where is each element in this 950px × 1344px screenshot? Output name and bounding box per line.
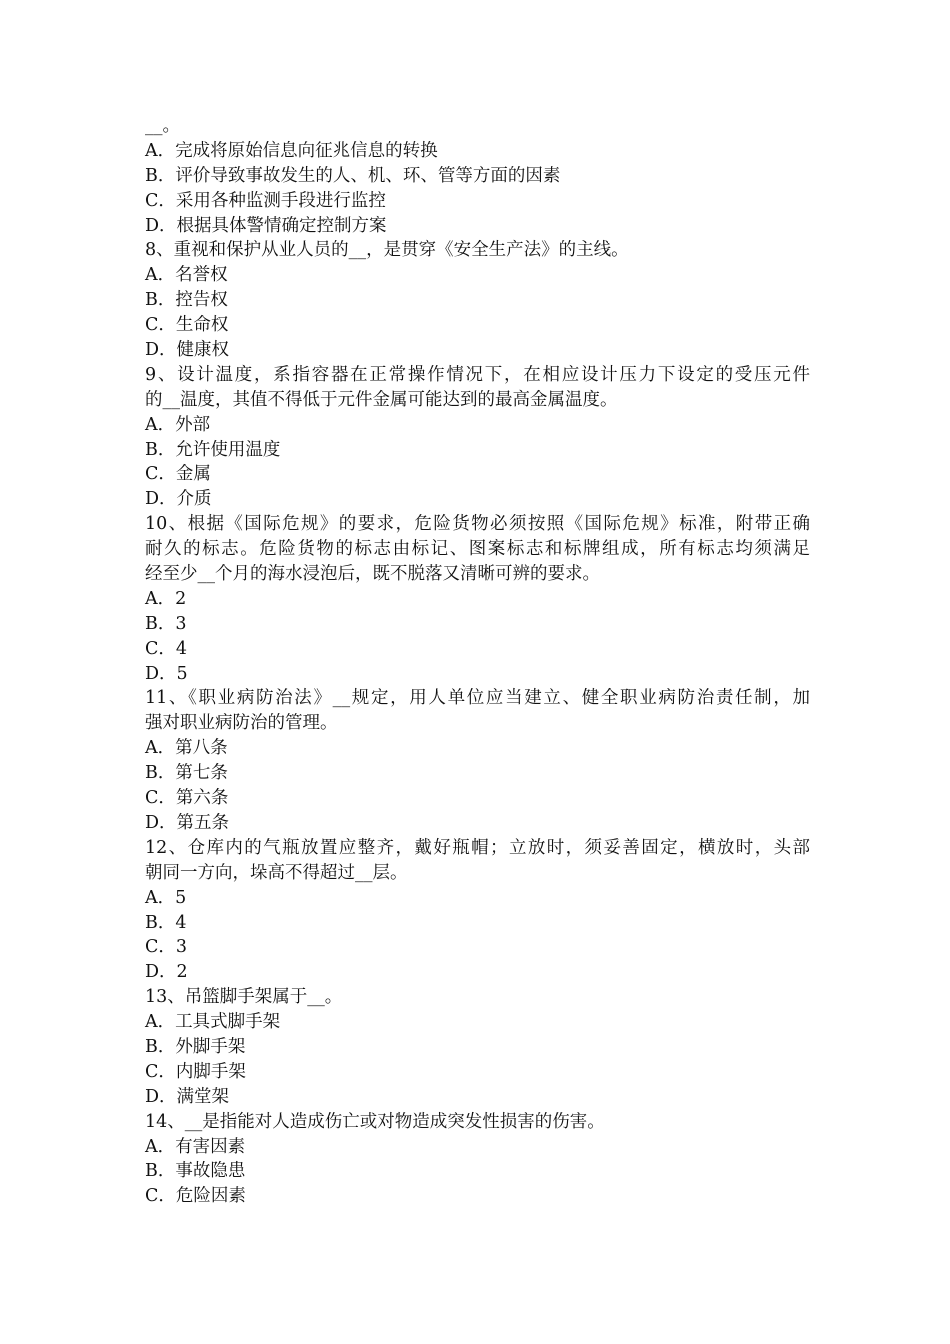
answer-option: A．工具式脚手架 [145, 1012, 281, 1033]
text-line: __。 [145, 116, 180, 136]
answer-option: B．控告权 [145, 290, 228, 311]
answer-option: A．完成将原始信息向征兆信息的转换 [145, 140, 438, 161]
answer-option: C．危险因素 [145, 1186, 246, 1207]
answer-option: C．采用各种监测手段进行监控 [145, 190, 386, 211]
answer-option: B．事故隐患 [145, 1161, 246, 1182]
answer-option: A．第八条 [145, 738, 228, 759]
question-text: 12、仓库内的气瓶放置应整齐，戴好瓶帽；立放时，须妥善固定，横放时，头部 [145, 837, 810, 858]
answer-option: A．名誉权 [145, 265, 228, 286]
document-body [145, 114, 810, 1209]
text-line: 朝同一方向，垛高不得超过__层。 [145, 862, 408, 883]
text-line: 经至少__个月的海水浸泡后，既不脱落又清晰可辨的要求。 [145, 564, 600, 585]
answer-option: A．2 [145, 588, 187, 609]
answer-option: C．第六条 [145, 788, 229, 809]
answer-option: B．外脚手架 [145, 1036, 246, 1057]
answer-option: C．3 [145, 937, 188, 958]
answer-option: A．外部 [145, 414, 211, 435]
answer-option: D．2 [145, 962, 188, 983]
answer-option: D．5 [145, 663, 188, 684]
text-line: 耐久的标志。危险货物的标志由标记、图案标志和标牌组成，所有标志均须满足 [145, 539, 810, 560]
text-line: 强对职业病防治的管理。 [145, 713, 338, 734]
answer-option: B．允许使用温度 [145, 439, 281, 460]
text-line: 的__温度，其值不得低于元件金属可能达到的最高金属温度。 [145, 389, 618, 410]
answer-option: A．有害因素 [145, 1136, 246, 1157]
answer-option: B．第七条 [145, 763, 228, 784]
answer-option: C．金属 [145, 464, 211, 485]
question-text: 10、根据《国际危规》的要求，危险货物必须按照《国际危规》标准，附带正确 [145, 514, 810, 535]
question-text: 14、__是指能对人造成伤亡或对物造成突发性损害的伤害。 [145, 1111, 605, 1132]
question-text: 13、吊篮脚手架属于__。 [145, 987, 343, 1008]
question-text: 9、设计温度，系指容器在正常操作情况下，在相应设计压力下设定的受压元件 [145, 364, 810, 385]
answer-option: D．介质 [145, 489, 212, 510]
question-text: 8、重视和保护从业人员的__，是贯穿《安全生产法》的主线。 [145, 240, 629, 261]
answer-option: D．健康权 [145, 340, 230, 361]
answer-option: C．内脚手架 [145, 1061, 246, 1082]
answer-option: B．4 [145, 912, 187, 933]
answer-option: D．满堂架 [145, 1086, 230, 1107]
answer-option: A．5 [145, 887, 187, 908]
answer-option: B．评价导致事故发生的人、机、环、管等方面的因素 [145, 165, 561, 186]
answer-option: D．根据具体警情确定控制方案 [145, 215, 387, 236]
answer-option: B．3 [145, 613, 187, 634]
answer-option: C．4 [145, 638, 188, 659]
question-text: 11、《职业病防治法》__规定，用人单位应当建立、健全职业病防治责任制，加 [145, 688, 810, 709]
answer-option: D．第五条 [145, 812, 230, 833]
answer-option: C．生命权 [145, 315, 229, 336]
